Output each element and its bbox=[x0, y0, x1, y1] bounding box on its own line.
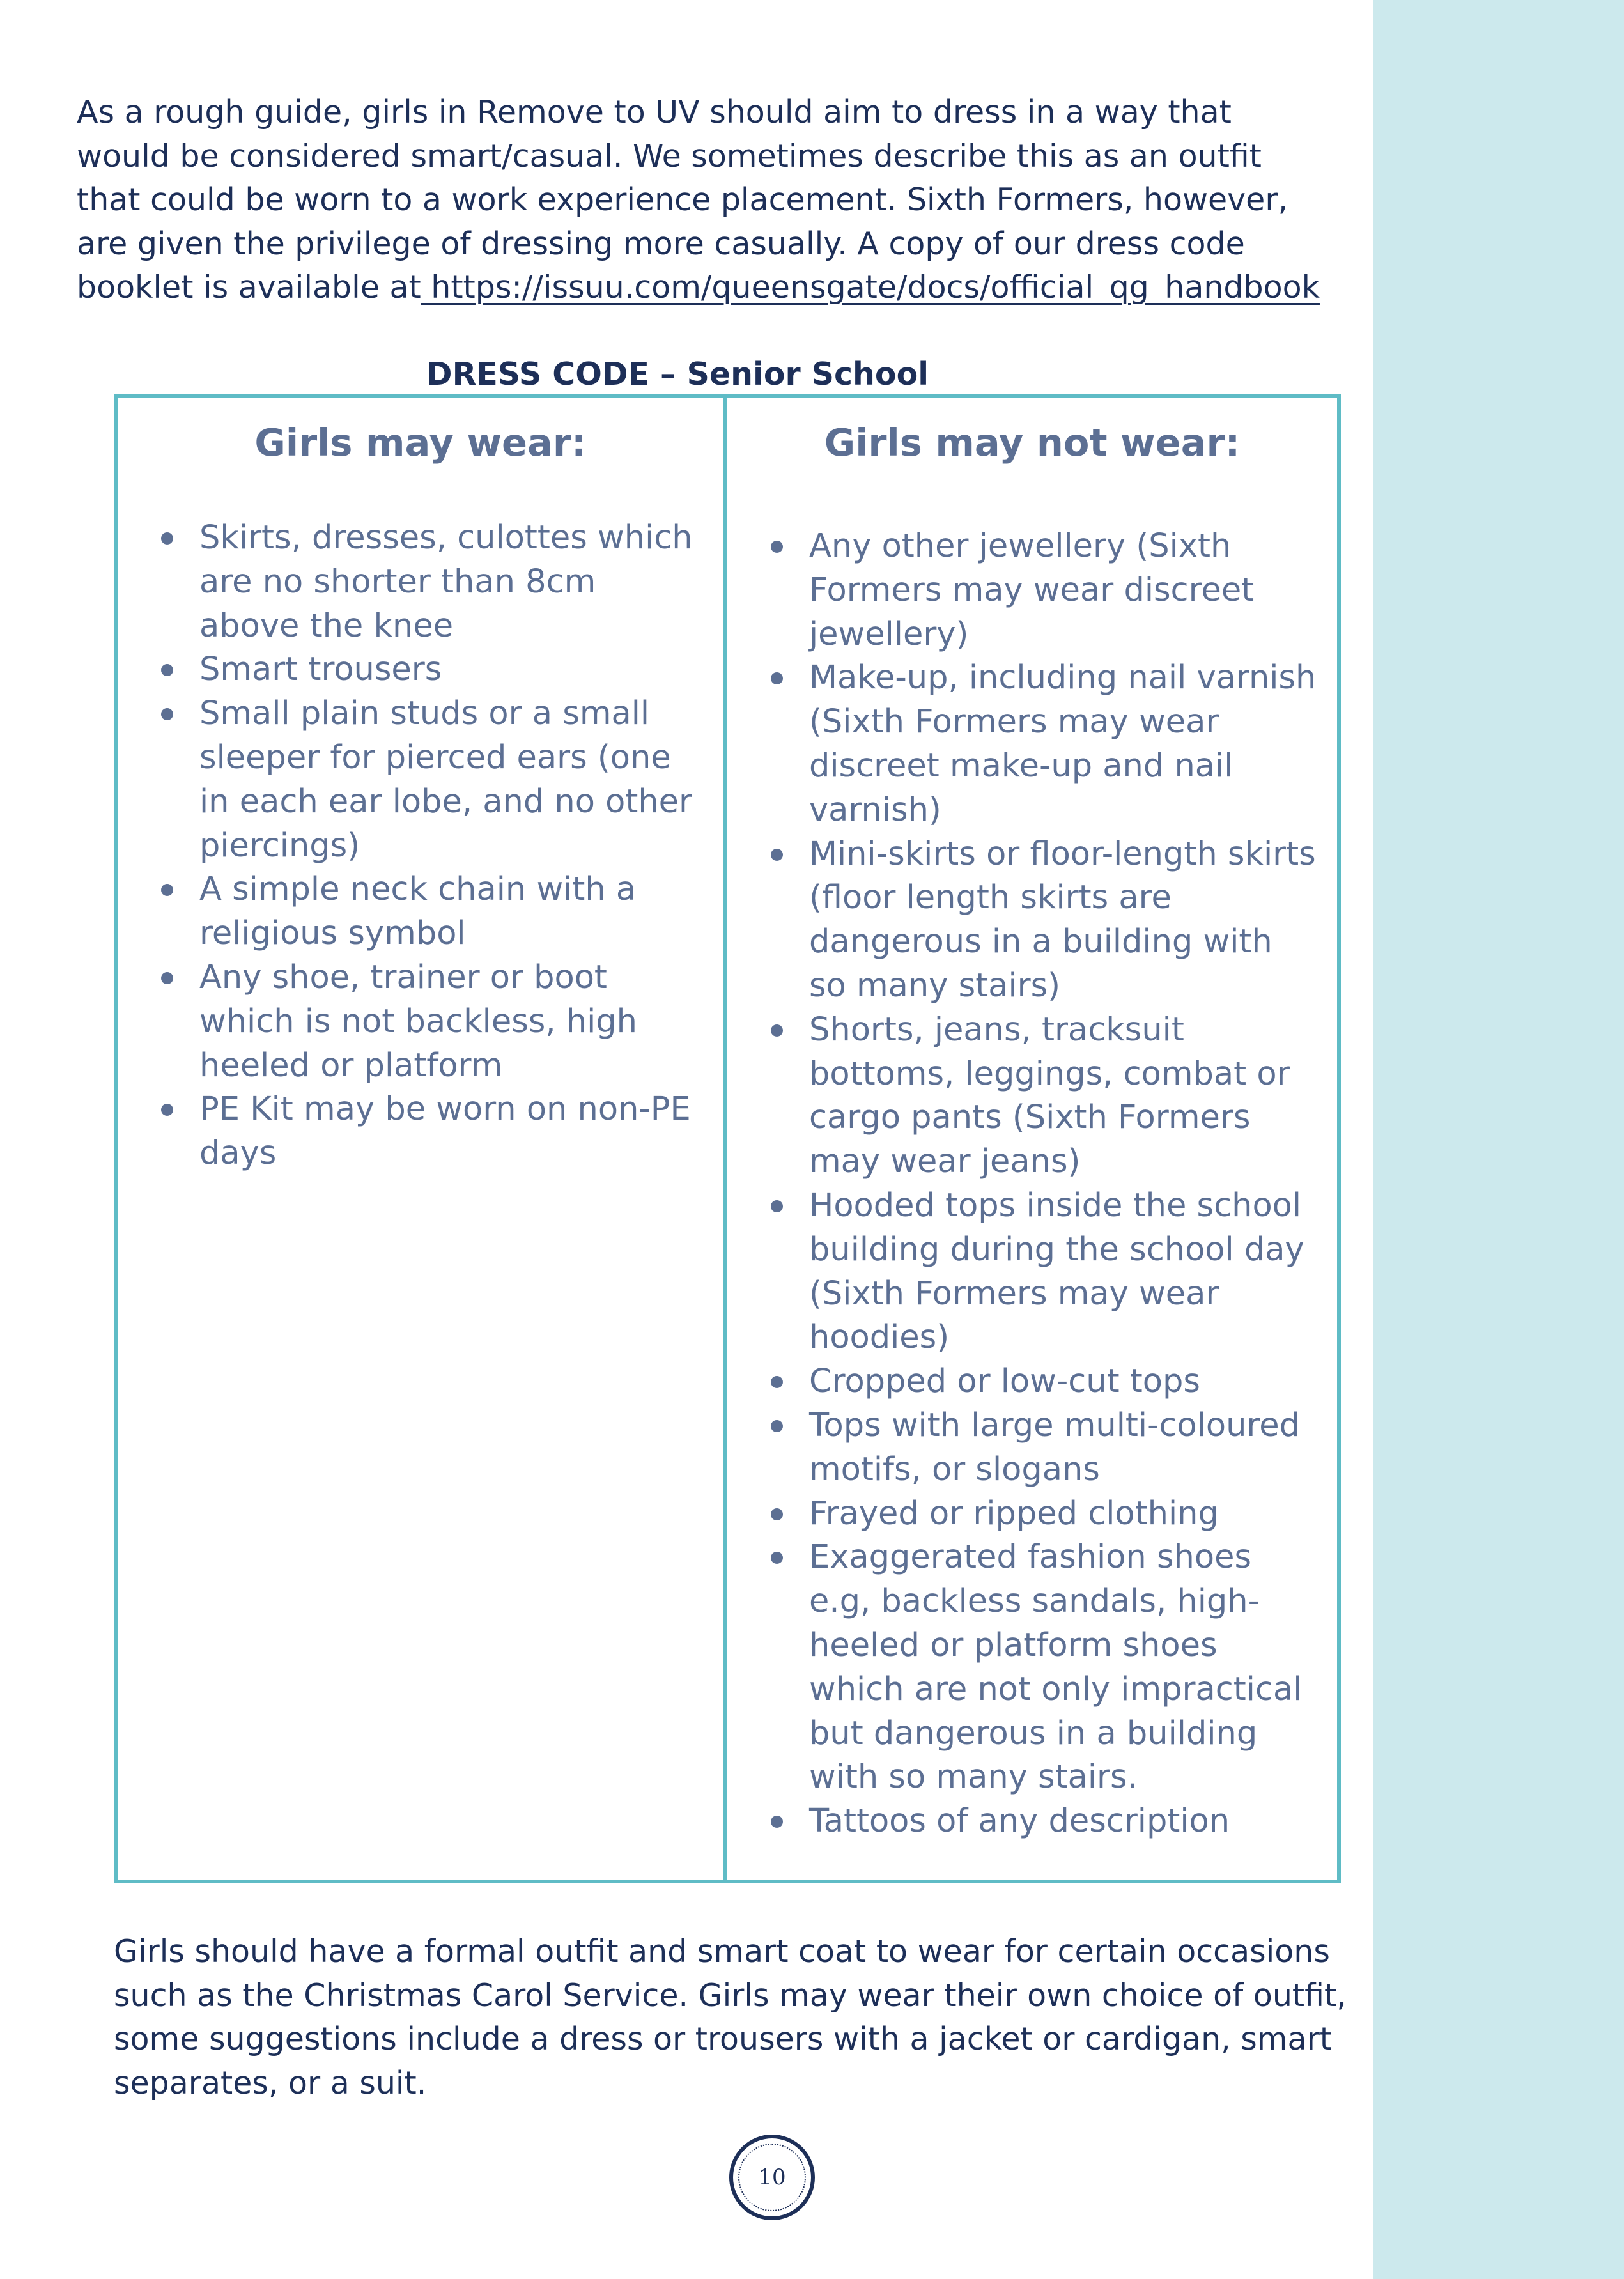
bullet-icon bbox=[161, 884, 173, 896]
list-item: Exaggerated fashion shoes e.g, backless sandals, high-heeled or platform shoes which are not only impractical but dangerous in a building with so many stairs. bbox=[771, 1536, 1318, 1800]
bullet-icon bbox=[771, 672, 783, 684]
bullet-icon bbox=[771, 1552, 783, 1564]
bullet-icon bbox=[161, 708, 173, 720]
table-title: DRESS CODE – Senior School bbox=[426, 356, 929, 392]
may-not-wear-list bbox=[771, 525, 1318, 1844]
list-item: Smart trousers bbox=[161, 648, 704, 692]
list-item: Any shoe, trainer or boot which is not backless, high heeled or platform bbox=[161, 956, 704, 1088]
bullet-icon bbox=[771, 1024, 783, 1037]
page-number-badge bbox=[729, 2135, 815, 2220]
handbook-link[interactable]: https://issuu.com/queensgate/docs/official_qg_handbook bbox=[421, 269, 1320, 305]
bullet-icon bbox=[771, 541, 783, 553]
bullet-icon bbox=[771, 1376, 783, 1388]
bullet-icon bbox=[771, 1420, 783, 1432]
intro-paragraph bbox=[77, 91, 1329, 310]
list-item: Frayed or ripped clothing bbox=[771, 1492, 1318, 1536]
bullet-icon bbox=[161, 532, 173, 545]
bullet-icon bbox=[161, 1104, 173, 1116]
bullet-icon bbox=[161, 664, 173, 676]
may-wear-heading: Girls may wear: bbox=[254, 421, 587, 465]
list-item: PE Kit may be worn on non-PE days bbox=[161, 1088, 704, 1176]
list-item: Cropped or low-cut tops bbox=[771, 1360, 1318, 1404]
list-item: Skirts, dresses, culottes which are no shorter than 8cm above the knee bbox=[161, 516, 704, 648]
may-not-wear-column bbox=[727, 398, 1337, 1880]
list-item: Small plain studs or a small sleeper for pierced ears (one in each ear lobe, and no other piercings) bbox=[161, 692, 704, 868]
list-item: A simple neck chain with a religious symbol bbox=[161, 868, 704, 956]
list-item: Any other jewellery (Sixth Formers may wear discreet jewellery) bbox=[771, 525, 1318, 656]
bullet-icon bbox=[771, 1200, 783, 1212]
page-number: 10 bbox=[758, 2165, 786, 2190]
list-item: Hooded tops inside the school building during the school day (Sixth Formers may wear hoodies) bbox=[771, 1184, 1318, 1360]
may-wear-list bbox=[161, 516, 704, 1176]
bullet-icon bbox=[161, 972, 173, 984]
list-item: Make-up, including nail varnish (Sixth Formers may wear discreet make-up and nail varnish) bbox=[771, 656, 1318, 832]
outro-paragraph: Girls should have a formal outfit and smart coat to wear for certain occasions such as the Christmas Carol Service. Girls may wear their own choice of outfit, some suggestions include a dress or trousers with a jacket or cardigan, smart separates, or a suit. bbox=[114, 1933, 1347, 2101]
dress-code-table bbox=[114, 394, 1341, 1883]
list-item: Tops with large multi-coloured motifs, or slogans bbox=[771, 1404, 1318, 1492]
side-color-strip bbox=[1373, 0, 1624, 2279]
intro-text: As a rough guide, girls in Remove to UV should aim to dress in a way that would be considered smart/casual. We sometimes describe this as an outfit that could be worn to a work experience placement. Sixth Formers, however, are given the privilege of dressing more casually. A copy of our dress code booklet is available at bbox=[77, 94, 1288, 305]
list-item: Tattoos of any description bbox=[771, 1800, 1318, 1844]
list-item: Shorts, jeans, tracksuit bottoms, leggings, combat or cargo pants (Sixth Formers may wear jeans) bbox=[771, 1008, 1318, 1184]
bullet-icon bbox=[771, 849, 783, 861]
bullet-icon bbox=[771, 1816, 783, 1828]
bullet-icon bbox=[771, 1508, 783, 1520]
may-not-wear-heading: Girls may not wear: bbox=[824, 421, 1241, 465]
may-wear-column bbox=[118, 398, 727, 1880]
list-item: Mini-skirts or floor-length skirts (floor length skirts are dangerous in a building with so many stairs) bbox=[771, 833, 1318, 1008]
